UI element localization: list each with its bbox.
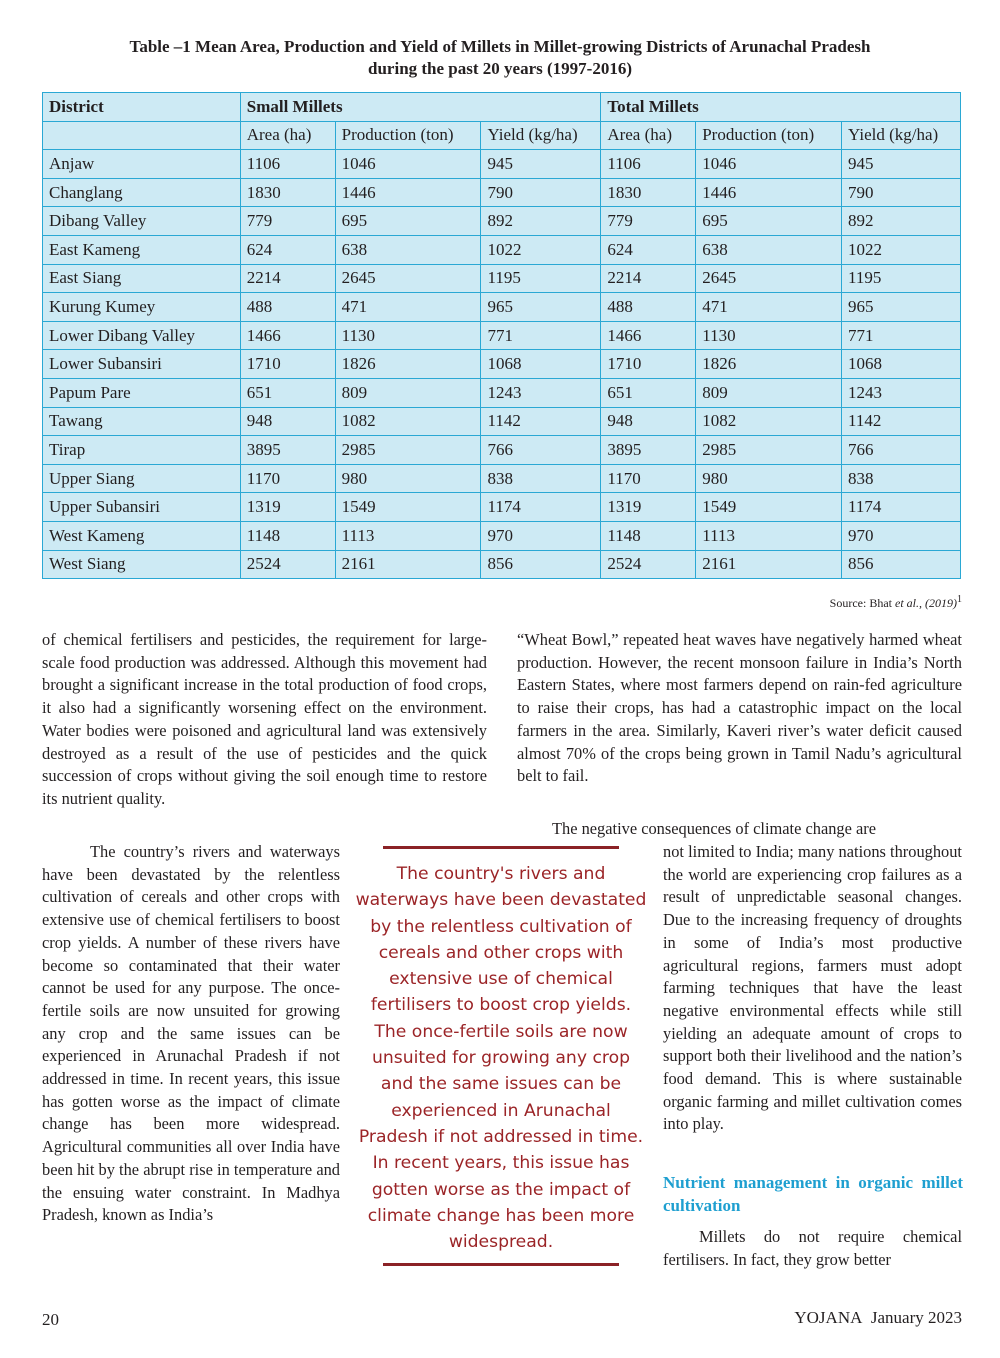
page-number: 20 (42, 1310, 59, 1329)
pull-quote-text: The country's rivers and waterways have been devastated by the relentless cultivation of cereals and other crops with extensive use of chemical fertilisers to boost crop yields. The once-fertile soils are now unsuited for growing any crop and the same issues can be experienced in Arunachal Pradesh if not addressed in time. In recent years, this issue has gotten worse as the impact of climate change has been more widespread. (355, 864, 647, 1253)
value-cell: 779 (601, 207, 696, 236)
subheader-cell: Production (ton) (696, 121, 842, 150)
table-subheader-row (43, 121, 961, 150)
body-paragraph: not limited to India; many nations throughout the world are experiencing crop failures as a result of unpredictable seasonal changes. Due to the increasing frequency of droughts in some of India’s most productive agricultural regions, farmers must adopt farming techniques that have the least negative environmental effects while still yielding an adequate amount of crops to support both their livelihood and the nation’s food demand. This is where sustainable organic farming and millet cultivation comes into play. (663, 842, 962, 1134)
table-row (43, 521, 961, 550)
issue-date: January 2023 (870, 1308, 962, 1327)
value-cell: 945 (842, 150, 961, 179)
value-cell: 488 (601, 293, 696, 322)
value-cell: 2985 (696, 436, 842, 465)
value-cell: 948 (240, 407, 335, 436)
value-cell: 1106 (240, 150, 335, 179)
value-cell: 1710 (601, 350, 696, 379)
value-cell: 624 (601, 235, 696, 264)
value-cell: 2161 (335, 550, 481, 579)
value-cell: 1082 (335, 407, 481, 436)
district-cell: Tawang (43, 407, 241, 436)
value-cell: 1170 (240, 464, 335, 493)
millets-table (42, 92, 961, 579)
value-cell: 1170 (601, 464, 696, 493)
right-paragraph-lead (552, 818, 962, 841)
value-cell: 790 (842, 178, 961, 207)
value-cell: 1022 (481, 235, 601, 264)
value-cell: 980 (335, 464, 481, 493)
left-column-lower (42, 841, 340, 1227)
district-cell: Lower Dibang Valley (43, 321, 241, 350)
value-cell: 1195 (842, 264, 961, 293)
value-cell: 1826 (696, 350, 842, 379)
district-cell: Lower Subansiri (43, 350, 241, 379)
value-cell: 1022 (842, 235, 961, 264)
value-cell: 1142 (842, 407, 961, 436)
value-cell: 2524 (240, 550, 335, 579)
value-cell: 471 (696, 293, 842, 322)
small-millets-header: Small Millets (240, 93, 601, 122)
value-cell: 790 (481, 178, 601, 207)
table-row (43, 436, 961, 465)
value-cell: 638 (335, 235, 481, 264)
value-cell: 892 (481, 207, 601, 236)
right-column-lower (663, 841, 962, 1136)
district-cell: Dibang Valley (43, 207, 241, 236)
value-cell: 980 (696, 464, 842, 493)
value-cell: 471 (335, 293, 481, 322)
table-row (43, 378, 961, 407)
table-row (43, 407, 961, 436)
magazine-name: YOJANA (794, 1308, 863, 1327)
value-cell: 1549 (335, 493, 481, 522)
subheader-cell: Area (ha) (601, 121, 696, 150)
value-cell: 695 (335, 207, 481, 236)
table-row (43, 464, 961, 493)
value-cell: 2524 (601, 550, 696, 579)
pull-quote (355, 846, 647, 1266)
right-column-bottom (663, 1226, 962, 1271)
body-paragraph: “Wheat Bowl,” repeated heat waves have negatively harmed wheat production. However, the recent monsoon failure in India’s North Eastern States, where most farmers depend on rain-fed agriculture to raise their crops, has had a catastrophic impact on the local farmers in the area. Similarly, Kaveri river’s water deficit caused almost 70% of the crops being grown in Tamil Nadu’s agricultural belt to fail. (517, 630, 962, 786)
table-row (43, 493, 961, 522)
value-cell: 651 (240, 378, 335, 407)
district-cell: West Siang (43, 550, 241, 579)
value-cell: 1830 (601, 178, 696, 207)
value-cell: 3895 (601, 436, 696, 465)
value-cell: 1130 (335, 321, 481, 350)
district-cell: Upper Subansiri (43, 493, 241, 522)
district-cell: Kurung Kumey (43, 293, 241, 322)
value-cell: 695 (696, 207, 842, 236)
table-title (40, 36, 960, 80)
value-cell: 809 (335, 378, 481, 407)
table-source: Source: Bhat et al., $(2019)^1$ (829, 594, 962, 610)
table-row (43, 293, 961, 322)
value-cell: 771 (481, 321, 601, 350)
district-cell: West Kameng (43, 521, 241, 550)
value-cell: 1446 (335, 178, 481, 207)
value-cell: 1106 (601, 150, 696, 179)
value-cell: 1142 (481, 407, 601, 436)
pull-quote-bottom-rule (383, 1263, 619, 1266)
district-cell: East Siang (43, 264, 241, 293)
value-cell: 1046 (696, 150, 842, 179)
subheader-cell: Yield (kg/ha) (481, 121, 601, 150)
value-cell: 1174 (842, 493, 961, 522)
value-cell: 838 (842, 464, 961, 493)
value-cell: 1148 (240, 521, 335, 550)
value-cell: 1710 (240, 350, 335, 379)
value-cell: 809 (696, 378, 842, 407)
table-title-line1: Table –1 Mean Area, Production and Yield of Millets in Millet-growing Districts of Arunachal Pradesh (129, 37, 871, 56)
value-cell: 1113 (335, 521, 481, 550)
table-row (43, 207, 961, 236)
value-cell: 2985 (335, 436, 481, 465)
value-cell: 1068 (842, 350, 961, 379)
body-paragraph-lead: The negative consequences of climate change are (552, 819, 877, 838)
table-row (43, 178, 961, 207)
table-title-line2: during the past 20 years (1997-2016) (368, 59, 632, 78)
value-cell: 1148 (601, 521, 696, 550)
value-cell: 766 (481, 436, 601, 465)
value-cell: 3895 (240, 436, 335, 465)
section-heading: Nutrient management in organic millet cultivation (663, 1173, 963, 1215)
body-paragraph: of chemical fertilisers and pesticides, the requirement for large-scale food production was addressed. Although this movement had brought a significant increase in the total production of food crops, it also had a significantly worsening effect on the environment. Water bodies were poisoned and agricultural land was extensively destroyed as a result of the use of pesticides and the quick succession of crops without giving the soil enough time to restore its nutrient quality. (42, 630, 487, 808)
district-cell: Papum Pare (43, 378, 241, 407)
value-cell: 1826 (335, 350, 481, 379)
value-cell: 1830 (240, 178, 335, 207)
value-cell: 2645 (335, 264, 481, 293)
district-header: District (43, 93, 241, 122)
value-cell: 1068 (481, 350, 601, 379)
value-cell: 624 (240, 235, 335, 264)
value-cell: 970 (481, 521, 601, 550)
value-cell: 965 (842, 293, 961, 322)
value-cell: 965 (481, 293, 601, 322)
value-cell: 856 (842, 550, 961, 579)
value-cell: 1113 (696, 521, 842, 550)
value-cell: 948 (601, 407, 696, 436)
value-cell: 1195 (481, 264, 601, 293)
left-column-upper (42, 629, 487, 811)
value-cell: 1446 (696, 178, 842, 207)
table-row (43, 235, 961, 264)
value-cell: 771 (842, 321, 961, 350)
table-row (43, 550, 961, 579)
body-paragraph: Millets do not require chemical fertilisers. In fact, they grow better (663, 1227, 962, 1269)
value-cell: 638 (696, 235, 842, 264)
table-row (43, 350, 961, 379)
value-cell: 945 (481, 150, 601, 179)
value-cell: 1549 (696, 493, 842, 522)
running-footer (794, 1308, 962, 1328)
value-cell: 1466 (240, 321, 335, 350)
value-cell: 1046 (335, 150, 481, 179)
value-cell: 856 (481, 550, 601, 579)
district-cell: East Kameng (43, 235, 241, 264)
table-row (43, 264, 961, 293)
value-cell: 838 (481, 464, 601, 493)
right-column-upper (517, 629, 962, 788)
value-cell: 892 (842, 207, 961, 236)
total-millets-header: Total Millets (601, 93, 961, 122)
value-cell: 1174 (481, 493, 601, 522)
table-body (43, 150, 961, 579)
district-cell: Upper Siang (43, 464, 241, 493)
value-cell: 1082 (696, 407, 842, 436)
value-cell: 970 (842, 521, 961, 550)
district-cell: Changlang (43, 178, 241, 207)
value-cell: 1243 (842, 378, 961, 407)
value-cell: 779 (240, 207, 335, 236)
value-cell: 1319 (240, 493, 335, 522)
value-cell: 2645 (696, 264, 842, 293)
value-cell: 1319 (601, 493, 696, 522)
value-cell: 1466 (601, 321, 696, 350)
value-cell: 2214 (601, 264, 696, 293)
subheader-cell: Area (ha) (240, 121, 335, 150)
district-cell: Tirap (43, 436, 241, 465)
value-cell: 766 (842, 436, 961, 465)
subheader-cell: Yield (kg/ha) (842, 121, 961, 150)
value-cell: 1243 (481, 378, 601, 407)
value-cell: 651 (601, 378, 696, 407)
value-cell: 1130 (696, 321, 842, 350)
value-cell: 2161 (696, 550, 842, 579)
table-group-header-row (43, 93, 961, 122)
subheader-cell: Production (ton) (335, 121, 481, 150)
table-row (43, 321, 961, 350)
empty-header-cell (43, 121, 241, 150)
body-paragraph: The country’s rivers and waterways have been devastated by the relentless cultivation of cereals and other crops with extensive use of chemical fertilisers to boost crop yields. A number of these rivers have become so contaminated that their water cannot be used for any purpose. The once-fertile soils are now unsuited for growing any crop and the same issues can be experienced in Arunachal Pradesh if not addressed in time. In recent years, this issue has gotten worse as the impact of climate change has been more widespread. Agricultural communities all over India have been hit by the abrupt rise in temperature and the ensuing water constraint. In Madhya Pradesh, known as India’s (42, 842, 340, 1225)
district-cell: Anjaw (43, 150, 241, 179)
value-cell: 488 (240, 293, 335, 322)
value-cell: 2214 (240, 264, 335, 293)
table-row (43, 150, 961, 179)
